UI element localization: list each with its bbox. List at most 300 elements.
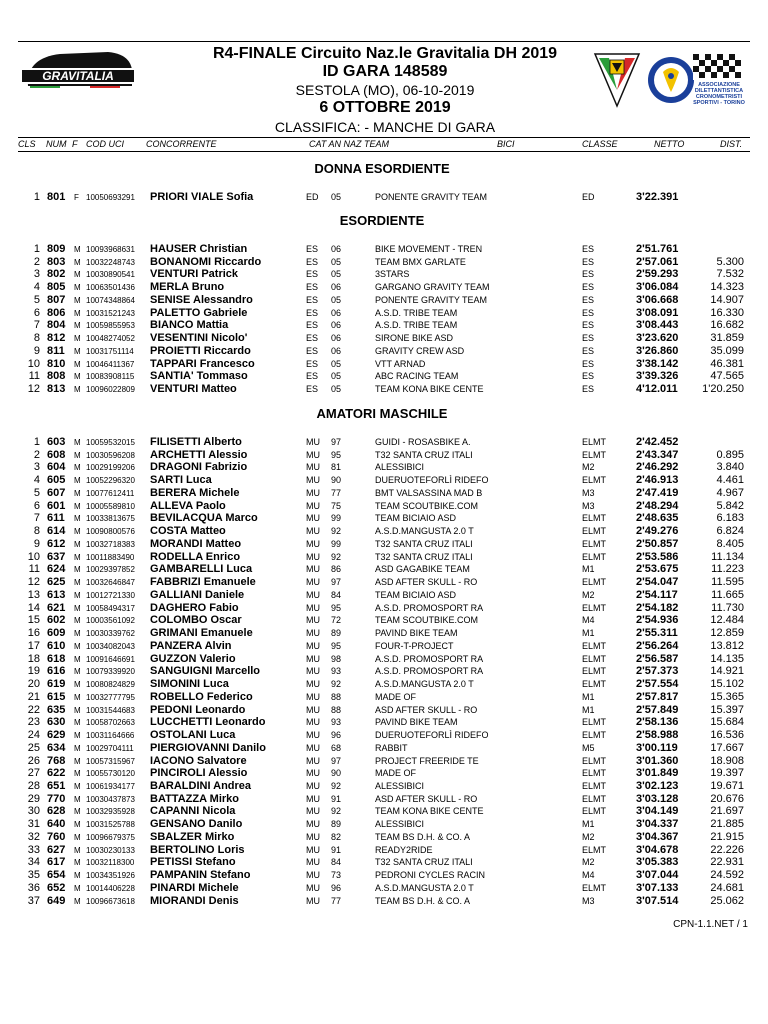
row-rider-name: PRIORI VIALE Sofia	[150, 191, 254, 203]
row-gap: 24.592	[710, 869, 744, 882]
row-team: GUIDI - ROSASBIKE A.	[375, 437, 471, 447]
row-gap: 24.681	[710, 881, 744, 894]
result-row	[0, 729, 768, 742]
row-position: 34	[27, 856, 40, 869]
row-gap: 21.915	[710, 830, 744, 843]
row-net-time: 2'49.276	[636, 525, 679, 538]
row-birth-year: 05	[331, 294, 342, 305]
row-sex: M	[74, 385, 81, 395]
row-bib-number: 611	[47, 512, 65, 525]
row-category: MU	[306, 704, 320, 715]
row-rider-name: GUZZON Valerio	[150, 652, 236, 665]
result-row	[0, 358, 768, 371]
row-uci-code: 10032248743	[86, 257, 135, 267]
row-net-time: 2'57.061	[636, 255, 679, 268]
result-row	[0, 551, 768, 564]
row-gap: 21.885	[710, 818, 744, 831]
row-net-time: 3'05.383	[636, 856, 679, 869]
row-rider-name: LUCCHETTI Leonardo	[150, 716, 266, 729]
row-net-time: 3'07.514	[636, 894, 679, 907]
row-uci-code: 10074348864	[86, 295, 135, 305]
row-class: M5	[582, 742, 595, 753]
result-row	[0, 755, 768, 768]
row-bib-number: 621	[47, 601, 66, 614]
row-team: PONENTE GRAVITY TEAM	[375, 192, 488, 202]
row-team: READY2RIDE	[375, 844, 433, 855]
row-uci-code: 10058702663	[86, 718, 135, 728]
row-position: 15	[27, 614, 40, 627]
row-uci-code: 10030230133	[86, 845, 135, 855]
row-sex: M	[74, 883, 81, 893]
row-category: MU	[306, 870, 320, 881]
row-class: ELMT	[582, 640, 607, 651]
row-birth-year: 84	[331, 589, 342, 600]
row-team: ALESSIBICI	[375, 780, 425, 791]
row-team: T32 SANTA CRUZ ITALI	[375, 538, 473, 549]
row-bib-number: 768	[47, 754, 66, 767]
row-birth-year: 95	[331, 449, 342, 460]
row-position: 5	[33, 293, 40, 306]
row-bib-number: 634	[47, 741, 66, 754]
row-gap: 15.684	[710, 716, 744, 729]
row-birth-year: 97	[331, 755, 342, 766]
row-category: MU	[306, 844, 320, 855]
row-gap: 11.665	[711, 588, 744, 601]
row-sex: M	[74, 334, 81, 344]
row-gap: 12.484	[710, 614, 744, 627]
row-sex: M	[74, 245, 81, 254]
row-category: MU	[306, 857, 320, 868]
row-net-time: 2'48.294	[636, 499, 679, 512]
row-category: MU	[306, 730, 320, 741]
row-team: A.S.D. TRIBE TEAM	[375, 320, 458, 331]
row-team: ALESSIBICI	[375, 462, 425, 473]
row-position: 3	[33, 461, 40, 474]
result-row	[0, 895, 768, 908]
row-uci-code: 10093968631	[86, 245, 135, 254]
row-sex: M	[74, 769, 81, 779]
row-net-time: 3'38.142	[636, 357, 679, 370]
result-row	[0, 474, 768, 487]
row-birth-year: 92	[331, 551, 342, 562]
row-uci-code: 10033813675	[86, 514, 135, 524]
row-bib-number: 602	[47, 614, 66, 627]
row-category: ES	[306, 333, 319, 344]
row-uci-code: 10034082043	[86, 641, 135, 651]
section-title-donna-esordiente: DONNA ESORDIENTE	[314, 161, 450, 176]
row-class: ELMT	[582, 717, 607, 728]
row-class: ES	[582, 282, 595, 293]
row-sex: M	[74, 858, 81, 868]
row-birth-year: 05	[331, 192, 342, 202]
row-category: ES	[306, 282, 319, 293]
row-net-time: 2'53.675	[636, 563, 679, 576]
result-row	[0, 640, 768, 653]
row-bib-number: 640	[47, 818, 66, 831]
result-row	[0, 576, 768, 589]
row-birth-year: 88	[331, 691, 342, 702]
row-gap: 20.676	[710, 792, 744, 805]
row-bib-number: 811	[47, 344, 65, 357]
row-uci-code: 10030437873	[86, 794, 135, 804]
row-rider-name: BERERA Michele	[150, 486, 240, 499]
row-gap: 11.223	[711, 563, 744, 576]
result-row	[0, 487, 768, 500]
row-sex: M	[74, 807, 81, 817]
row-net-time: 2'57.554	[636, 678, 679, 691]
row-class: M2	[582, 831, 595, 842]
row-position: 17	[27, 639, 40, 652]
row-net-time: 3'03.128	[636, 792, 679, 805]
row-team: SIRONE BIKE ASD	[375, 333, 454, 344]
row-gap: 8.405	[716, 537, 744, 550]
row-gap: 22.226	[710, 843, 744, 856]
row-birth-year: 77	[331, 487, 342, 498]
row-class: ELMT	[582, 780, 607, 791]
row-sex: M	[74, 565, 81, 575]
row-bib-number: 614	[47, 525, 66, 538]
race-title: R4-FINALE Circuito Naz.le Gravitalia DH 2019	[212, 45, 558, 62]
row-team: ASD AFTER SKULL - RO	[375, 704, 478, 715]
row-net-time: 3'39.326	[636, 370, 679, 383]
row-category: MU	[306, 666, 320, 677]
row-bib-number: 603	[47, 436, 66, 448]
row-category: MU	[306, 755, 320, 766]
row-uci-code: 10031164666	[86, 731, 135, 741]
row-net-time: 2'50.857	[636, 537, 679, 550]
row-position: 6	[33, 306, 40, 319]
row-gap: 6.824	[716, 525, 744, 538]
result-row	[0, 243, 768, 256]
row-category: MU	[306, 437, 320, 447]
row-uci-code: 10079339920	[86, 667, 135, 677]
row-sex: M	[74, 295, 81, 305]
row-class: ELMT	[582, 793, 607, 804]
row-class: ES	[582, 244, 595, 254]
row-category: MU	[306, 538, 320, 549]
row-position: 9	[33, 537, 40, 550]
row-team: BIKE MOVEMENT - TREN	[375, 244, 483, 254]
row-rider-name: HAUSER Christian	[150, 243, 248, 255]
row-uci-code: 10096673618	[86, 896, 135, 906]
row-birth-year: 95	[331, 602, 342, 613]
row-net-time: 3'22.391	[636, 191, 679, 203]
row-team: TEAM SCOUTBIKE.COM	[375, 500, 479, 511]
row-position: 22	[27, 703, 40, 716]
row-category: ES	[306, 307, 319, 318]
row-category: MU	[306, 768, 320, 779]
row-sex: M	[74, 308, 81, 318]
row-bib-number: 810	[47, 357, 66, 370]
row-birth-year: 99	[331, 513, 342, 524]
row-category: MU	[306, 793, 320, 804]
result-row	[0, 793, 768, 806]
row-rider-name: SANGUIGNI Marcello	[150, 665, 261, 678]
row-bib-number: 803	[47, 255, 66, 268]
row-gap: 4.967	[716, 486, 744, 499]
row-rider-name: BATTAZZA Mirko	[150, 792, 240, 805]
row-category: MU	[306, 882, 320, 893]
row-category: MU	[306, 589, 320, 600]
row-birth-year: 90	[331, 475, 342, 486]
page-footer: CPN-1.1.NET / 1	[673, 919, 748, 930]
row-rider-name: GALLIANI Daniele	[150, 588, 245, 601]
row-bib-number: 625	[47, 576, 66, 589]
row-bib-number: 605	[47, 474, 66, 487]
row-uci-code: 10063501436	[86, 283, 135, 293]
row-net-time: 3'04.149	[636, 805, 679, 818]
result-row	[0, 345, 768, 358]
row-sex: M	[74, 488, 81, 498]
result-row	[0, 268, 768, 281]
row-bib-number: 607	[47, 486, 66, 499]
col-dist: DIST.	[720, 139, 743, 149]
row-class: ELMT	[582, 755, 607, 766]
row-category: MU	[306, 691, 320, 702]
row-class: ELMT	[582, 882, 607, 893]
row-net-time: 3'06.084	[636, 281, 679, 294]
row-net-time: 3'23.620	[636, 332, 679, 345]
row-rider-name: COSTA Matteo	[150, 525, 226, 538]
column-header-top-rule	[18, 137, 750, 138]
row-uci-code: 10032646847	[86, 578, 135, 588]
col-f: F	[72, 139, 78, 149]
row-rider-name: DRAGONI Fabrizio	[150, 461, 248, 474]
row-net-time: 2'46.913	[636, 474, 679, 487]
row-birth-year: 05	[331, 269, 342, 280]
row-category: MU	[306, 526, 320, 537]
row-birth-year: 91	[331, 793, 342, 804]
row-birth-year: 77	[331, 895, 342, 906]
row-sex: M	[74, 756, 81, 766]
row-bib-number: 610	[47, 639, 66, 652]
row-class: M1	[582, 691, 595, 702]
row-sex: M	[74, 705, 81, 715]
result-row	[0, 767, 768, 780]
row-rider-name: OSTOLANI Luca	[150, 729, 236, 742]
row-position: 2	[33, 255, 40, 268]
row-class: ELMT	[582, 551, 607, 562]
row-gap: 35.099	[710, 344, 744, 357]
result-row	[0, 614, 768, 627]
row-rider-name: GENSANO Danilo	[150, 818, 243, 831]
row-bib-number: 616	[47, 665, 66, 678]
row-bib-number: 805	[47, 281, 66, 294]
result-row	[0, 307, 768, 320]
row-team: ABC RACING TEAM	[375, 371, 459, 382]
row-rider-name: PROIETTI Riccardo	[150, 344, 251, 357]
row-sex: M	[74, 372, 81, 382]
row-position: 32	[27, 830, 40, 843]
row-net-time: 2'47.419	[636, 486, 679, 499]
row-class: ELMT	[582, 730, 607, 741]
row-category: MU	[306, 831, 320, 842]
row-net-time: 3'01.849	[636, 767, 679, 780]
row-uci-code: 10059855953	[86, 321, 135, 331]
row-bib-number: 770	[47, 792, 66, 805]
row-sex: M	[74, 270, 81, 280]
row-birth-year: 92	[331, 780, 342, 791]
row-net-time: 3'01.360	[636, 754, 679, 767]
row-uci-code: 10032935928	[86, 807, 135, 817]
row-team: T32 SANTA CRUZ ITALI	[375, 449, 473, 460]
row-category: MU	[306, 475, 320, 486]
row-class: M1	[582, 704, 595, 715]
row-team: DUERUOTEFORLÌ RIDEFO	[375, 730, 489, 741]
row-bib-number: 630	[47, 716, 66, 729]
row-team: PONENTE GRAVITY TEAM	[375, 294, 488, 305]
row-rider-name: PINCIROLI Alessio	[150, 767, 248, 780]
row-category: ES	[306, 244, 319, 254]
row-rider-name: GAMBARELLI Luca	[150, 563, 253, 576]
row-birth-year: 06	[331, 307, 342, 318]
row-team: GRAVITY CREW ASD	[375, 345, 465, 356]
result-row	[0, 742, 768, 755]
row-net-time: 3'07.133	[636, 881, 679, 894]
row-team: A.S.D. PROMOSPORT RA	[375, 602, 484, 613]
row-rider-name: ALLEVA Paolo	[150, 499, 226, 512]
row-bib-number: 651	[47, 779, 66, 792]
row-gap: 11.595	[711, 576, 744, 589]
row-position: 8	[33, 332, 40, 345]
result-row	[0, 653, 768, 666]
row-rider-name: SARTI Luca	[150, 474, 212, 487]
row-position: 14	[27, 601, 40, 614]
row-rider-name: SANTIA' Tommaso	[150, 370, 248, 383]
row-rider-name: ARCHETTI Alessio	[150, 448, 248, 461]
row-team: ASD AFTER SKULL - RO	[375, 577, 478, 588]
result-row	[0, 563, 768, 576]
row-net-time: 3'04.367	[636, 830, 679, 843]
row-net-time: 2'42.452	[636, 436, 679, 448]
row-bib-number: 802	[47, 268, 66, 281]
row-bib-number: 760	[47, 830, 66, 843]
row-bib-number: 604	[47, 461, 66, 474]
row-team: T32 SANTA CRUZ ITALI	[375, 551, 473, 562]
row-bib-number: 629	[47, 729, 66, 742]
row-net-time: 2'56.264	[636, 639, 679, 652]
row-uci-code: 10011883490	[86, 552, 135, 562]
row-category: MU	[306, 806, 320, 817]
row-net-time: 2'56.587	[636, 652, 679, 665]
row-birth-year: 06	[331, 333, 342, 344]
result-row	[0, 844, 768, 857]
row-uci-code: 10030596208	[86, 450, 135, 460]
row-uci-code: 10057315967	[86, 756, 135, 766]
row-gap: 14.323	[710, 281, 744, 294]
row-rider-name: CAPANNI Nicola	[150, 805, 236, 818]
row-uci-code: 10029397852	[86, 565, 135, 575]
row-birth-year: 75	[331, 500, 342, 511]
row-team: 3STARS	[375, 269, 410, 280]
row-birth-year: 92	[331, 806, 342, 817]
row-uci-code: 10083908115	[86, 372, 135, 382]
row-class: M2	[582, 462, 595, 473]
top-rule	[18, 41, 750, 42]
row-position: 19	[27, 665, 40, 678]
row-gap: 14.921	[710, 665, 744, 678]
row-team: PAVIND BIKE TEAM	[375, 717, 458, 728]
result-row	[0, 256, 768, 269]
row-net-time: 4'12.011	[636, 383, 678, 396]
row-gap: 12.859	[710, 627, 744, 640]
row-rider-name: TAPPARI Francesco	[150, 357, 255, 370]
row-uci-code: 10077612411	[86, 488, 135, 498]
row-position: 29	[27, 792, 40, 805]
row-gap: 47.565	[710, 370, 744, 383]
row-position: 30	[27, 805, 40, 818]
row-net-time: 2'59.293	[636, 268, 679, 281]
row-position: 23	[27, 716, 40, 729]
row-net-time: 2'54.047	[636, 576, 679, 589]
row-sex: M	[74, 654, 81, 664]
row-rider-name: MERLA Bruno	[150, 281, 225, 294]
row-position: 24	[27, 729, 40, 742]
row-rider-name: COLOMBO Oscar	[150, 614, 242, 627]
result-row	[0, 665, 768, 678]
row-class: ELMT	[582, 577, 607, 588]
row-gap: 15.102	[710, 678, 744, 691]
row-team: TEAM KONA BIKE CENTE	[375, 806, 484, 817]
row-rider-name: BEVILACQUA Marco	[150, 512, 258, 525]
row-category: MU	[306, 615, 320, 626]
row-class: ED	[582, 192, 595, 202]
row-bib-number: 801	[47, 191, 66, 203]
row-bib-number: 615	[47, 690, 66, 703]
row-net-time: 2'55.311	[636, 627, 678, 640]
row-gap: 4.461	[716, 474, 744, 487]
row-birth-year: 68	[331, 742, 342, 753]
gravitalia-logo	[20, 48, 136, 98]
row-category: MU	[306, 513, 320, 524]
column-header-bottom-rule	[18, 151, 750, 152]
row-category: ES	[306, 269, 319, 280]
row-position: 4	[33, 281, 40, 294]
col-cat-an-naz-team: CAT AN NAZ TEAM	[309, 139, 390, 149]
row-gap: 16.682	[710, 319, 744, 332]
row-bib-number: 806	[47, 306, 66, 319]
row-sex: M	[74, 514, 81, 524]
row-birth-year: 92	[331, 679, 342, 690]
row-gap: 17.667	[710, 741, 744, 754]
row-position: 37	[27, 894, 40, 907]
row-uci-code: 10031544683	[86, 705, 135, 715]
row-category: ES	[306, 371, 319, 382]
row-sex: M	[74, 731, 81, 741]
row-rider-name: VESENTINI Nicolo'	[150, 332, 248, 345]
fci-shield-logo	[593, 50, 641, 108]
row-net-time: 3'00.119	[636, 741, 678, 754]
row-birth-year: 05	[331, 256, 342, 267]
row-birth-year: 81	[331, 462, 342, 473]
row-birth-year: 99	[331, 538, 342, 549]
row-net-time: 2'51.761	[636, 243, 679, 255]
row-class: M1	[582, 564, 595, 575]
row-sex: M	[74, 680, 81, 690]
result-row	[0, 678, 768, 691]
row-rider-name: RODELLA Enrico	[150, 550, 241, 563]
row-position: 25	[27, 741, 40, 754]
row-class: ELMT	[582, 602, 607, 613]
row-team: ALESSIBICI	[375, 819, 425, 830]
row-uci-code: 10003561092	[86, 616, 135, 626]
row-class: ELMT	[582, 768, 607, 779]
row-position: 6	[33, 499, 40, 512]
section-title-esordiente: ESORDIENTE	[339, 213, 425, 228]
row-bib-number: 627	[47, 843, 66, 856]
row-gap: 14.135	[710, 652, 744, 665]
row-uci-code: 10080824829	[86, 680, 135, 690]
